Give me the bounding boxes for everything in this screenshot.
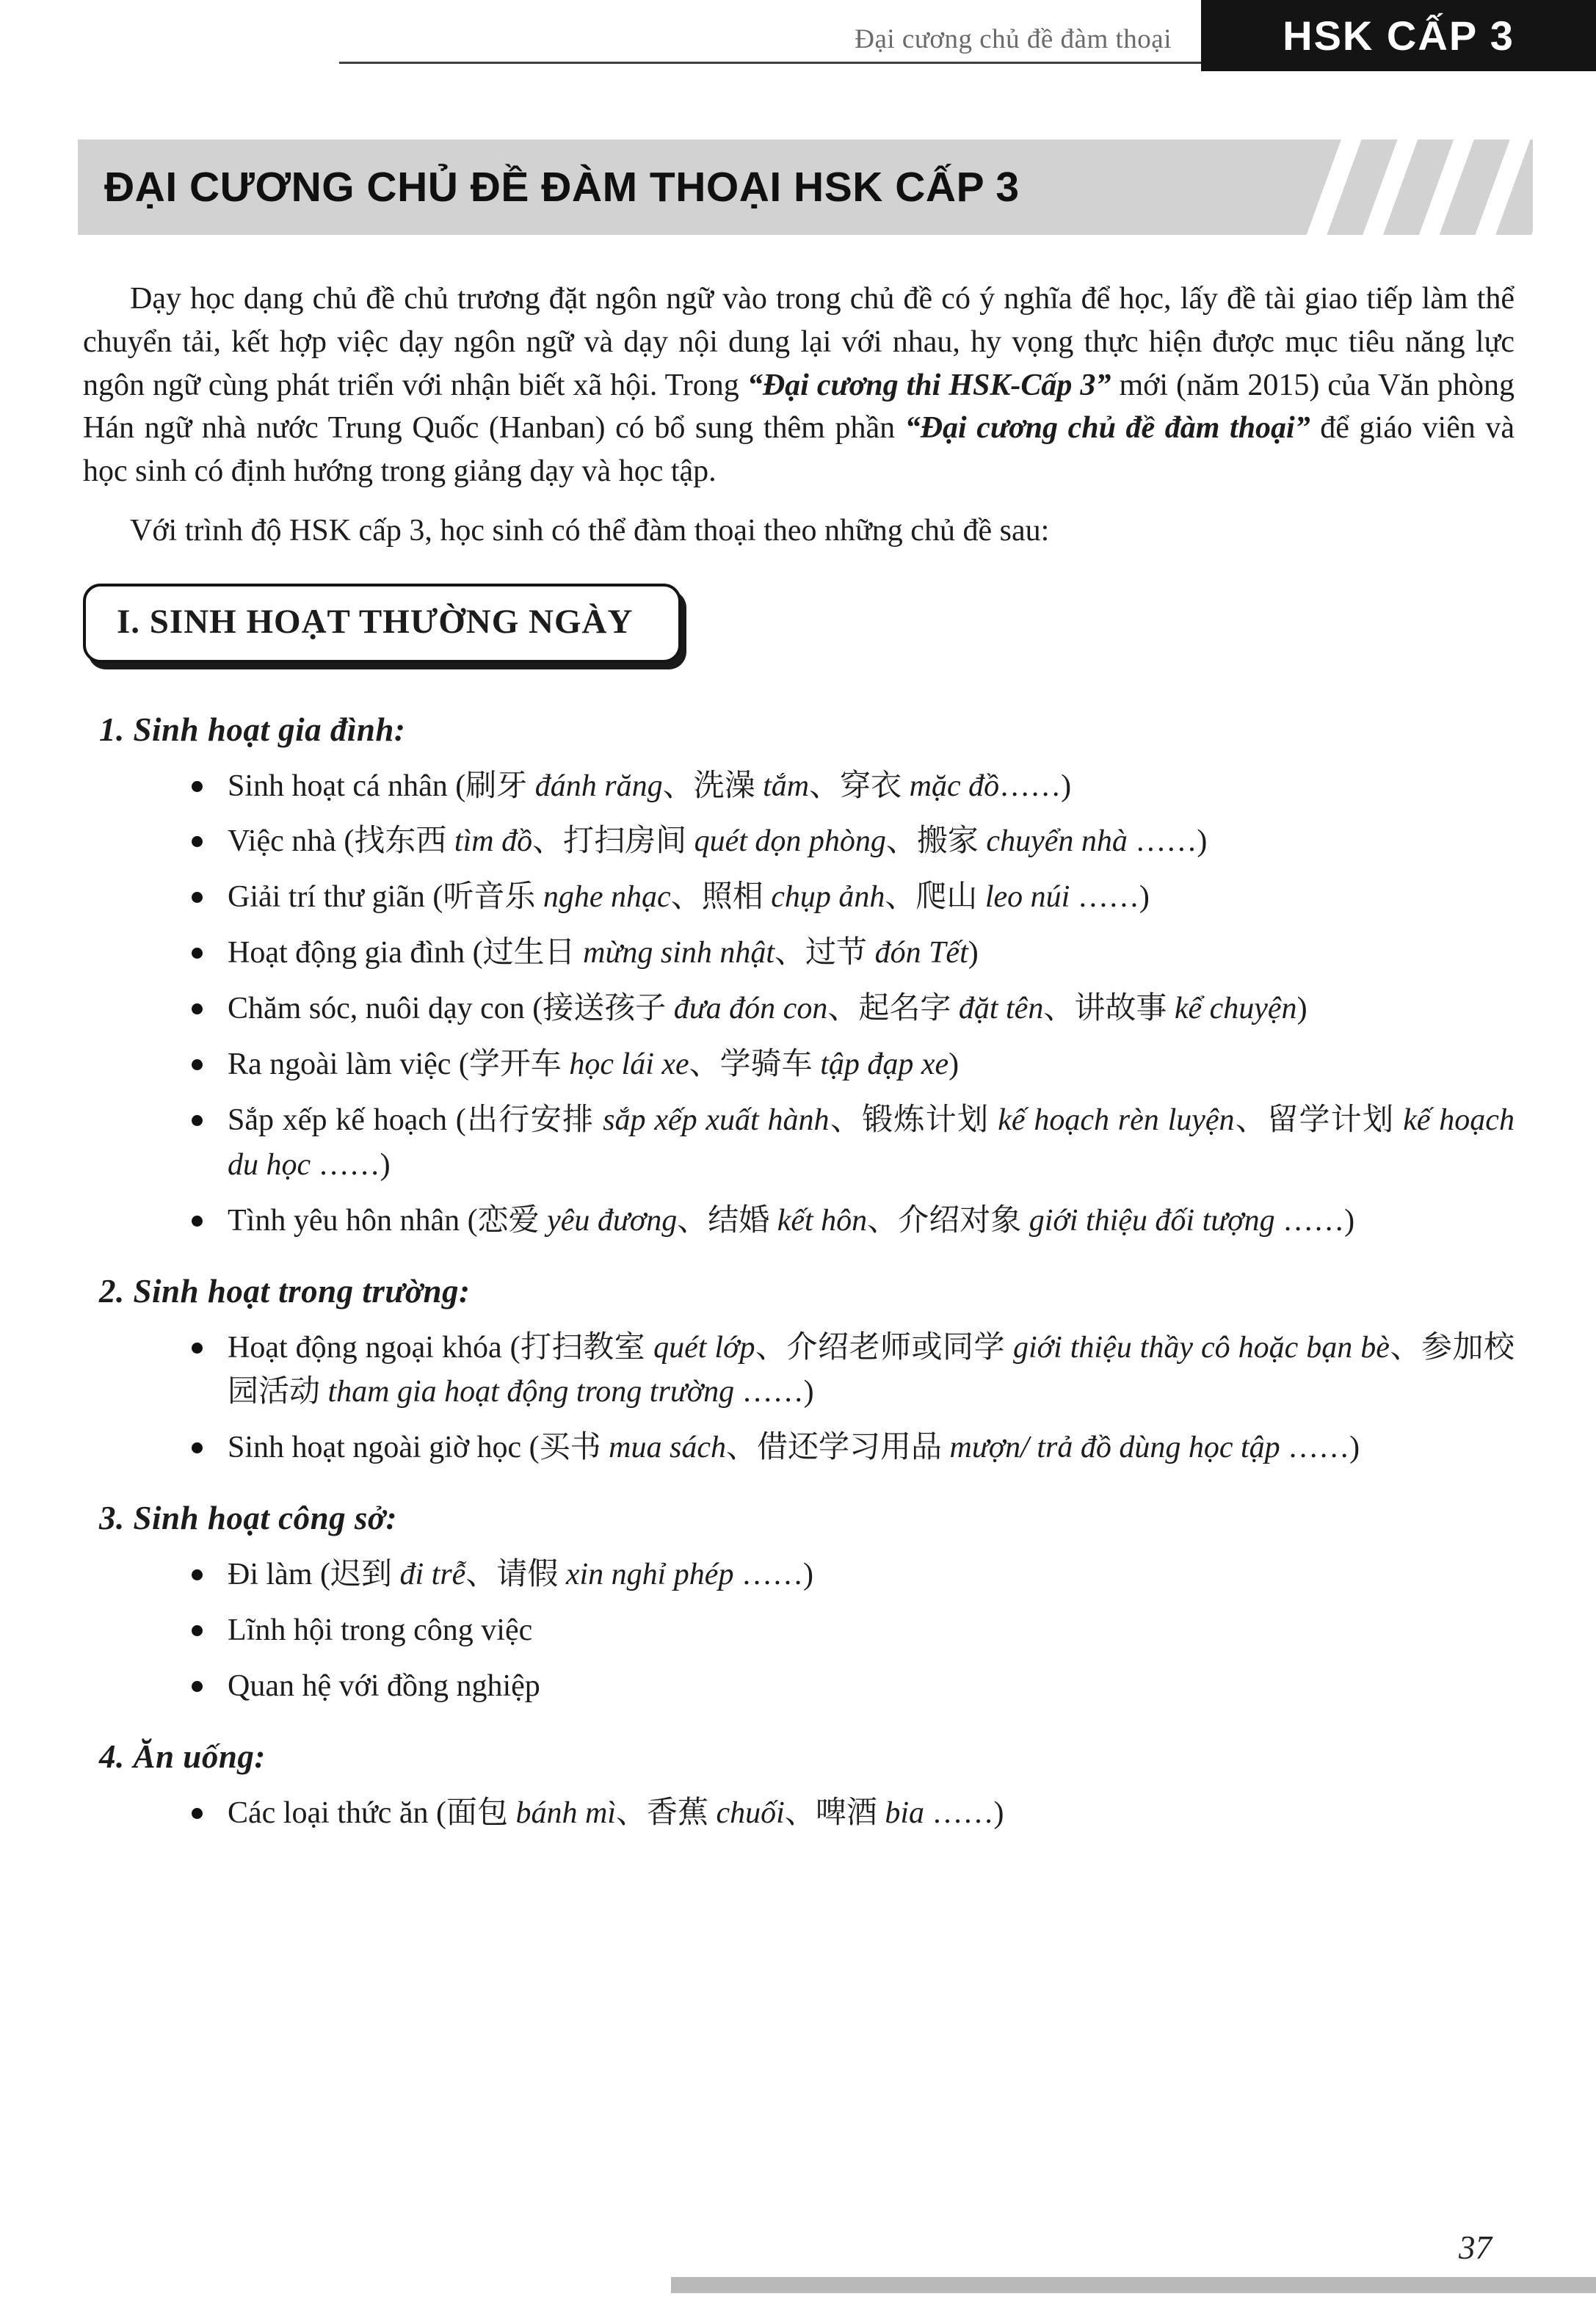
- list-item-text: Quan hệ với đồng nghiệp: [228, 1669, 540, 1704]
- bullet-icon: [192, 1003, 203, 1014]
- list-item: [83, 819, 1515, 864]
- list-item: [83, 1199, 1515, 1243]
- bullet-icon: [192, 1115, 203, 1126]
- list-item-text: Tình yêu hôn nhân (恋爱 yêu đương、结婚 kết hôn、介绍对象 giới thiệu đối tượng ……): [228, 1203, 1355, 1238]
- list-item: [83, 875, 1515, 920]
- list-item-text: Chăm sóc, nuôi dạy con (接送孩子 đưa đón con、起名字 đặt tên、讲故事 kể chuyện): [228, 992, 1307, 1026]
- bullet-list: [83, 764, 1515, 1243]
- intro-paragraph-2: Với trình độ HSK cấp 3, học sinh có thể đàm thoại theo những chủ đề sau:: [130, 513, 1050, 548]
- subsection-title: 3. Sinh hoạt công sở:: [99, 1500, 398, 1537]
- section-heading-box: [83, 584, 681, 663]
- intro-paragraph-1: Dạy học dạng chủ đề chủ trương đặt ngôn ngữ vào trong chủ đề có ý nghĩa để học, lấy đề tài giao tiếp làm thể chuyển tải, kết hợp việc dạy ngôn ngữ và dạy nội dung lại với nhau, hy vọng thực hiện được mục tiêu năng lực ngôn ngữ cùng phát triển với nhận biết xã hội. Trong “Đại cương thi HSK-Cấp 3” mới (năm 2015) của Văn phòng Hán ngữ nhà nước Trung Quốc (Hanban) có bổ sung thêm phần “Đại cương chủ đề đàm thoại” để giáo viên và học sinh có định hướng trong giảng dạy và học tập.: [83, 282, 1515, 489]
- footer-bar: [671, 2277, 1596, 2293]
- list-item: [83, 1608, 1515, 1653]
- list-item: [83, 1553, 1515, 1597]
- page-number: 37: [1459, 2229, 1492, 2266]
- bullet-icon: [192, 1625, 203, 1636]
- chapter-title: ĐẠI CƯƠNG CHỦ ĐỀ ĐÀM THOẠI HSK CẤP 3: [104, 164, 1020, 211]
- list-item-text: Sắp xếp kế hoạch (出行安排 sắp xếp xuất hành、锻炼计划 kế hoạch rèn luyện、留学计划 kế hoạch du học ……): [228, 1103, 1515, 1182]
- list-item-text: Sinh hoạt ngoài giờ học (买书 mua sách、借还学习用品 mượn/ trả đồ dùng học tập ……): [228, 1431, 1360, 1465]
- page-content: [83, 277, 1515, 1847]
- bullet-icon: [192, 1216, 203, 1227]
- bullet-list: [83, 1553, 1515, 1709]
- bullet-icon: [192, 1442, 203, 1453]
- list-item-text: Sinh hoạt cá nhân (刷牙 đánh răng、洗澡 tắm、穿衣 mặc đồ……): [228, 769, 1072, 803]
- chapter-title-bar: [78, 139, 1533, 235]
- bullet-icon: [192, 1681, 203, 1692]
- subsections: [83, 707, 1515, 1836]
- subsection: [83, 1495, 1515, 1709]
- list-item: [83, 1326, 1515, 1415]
- running-header-title: Đại cương chủ đề đàm thoại: [855, 24, 1172, 54]
- section-heading: I. SINH HOẠT THƯỜNG NGÀY: [117, 602, 634, 641]
- bullet-icon: [192, 836, 203, 847]
- hsk-level-badge: HSK CẤP 3: [1201, 0, 1596, 71]
- diagonal-stripes-decoration: [1305, 139, 1533, 235]
- list-item-text: Việc nhà (找东西 tìm đồ、打扫房间 quét dọn phòng、搬家 chuyển nhà ……): [228, 824, 1208, 859]
- subsection-title: 2. Sinh hoạt trong trường:: [99, 1272, 471, 1310]
- bullet-icon: [192, 1569, 203, 1580]
- bullet-icon: [192, 892, 203, 903]
- list-item-text: Đi làm (迟到 đi trễ、请假 xin nghỉ phép ……): [228, 1558, 813, 1592]
- list-item-text: Hoạt động ngoại khóa (打扫教室 quét lớp、介绍老师或同学 giới thiệu thầy cô hoặc bạn bè、参加校园活动 tham gia hoạt động trong trường ……): [228, 1330, 1515, 1409]
- list-item-text: Hoạt động gia đình (过生日 mừng sinh nhật、过节 đón Tết): [228, 936, 979, 970]
- list-item-text: Ra ngoài làm việc (学开车 học lái xe、学骑车 tập đạp xe): [228, 1047, 960, 1082]
- list-item-text: Các loại thức ăn (面包 bánh mì、香蕉 chuối、啤酒 bia ……): [228, 1795, 1004, 1830]
- bullet-icon: [192, 1808, 203, 1819]
- bullet-icon: [192, 1343, 203, 1354]
- list-item-text: Lĩnh hội trong công việc: [228, 1613, 533, 1648]
- subsection: [83, 1734, 1515, 1836]
- subsection: [83, 707, 1515, 1243]
- bullet-icon: [192, 1059, 203, 1070]
- list-item: [83, 764, 1515, 809]
- bullet-list: [83, 1326, 1515, 1471]
- bullet-list: [83, 1791, 1515, 1836]
- list-item: [83, 1098, 1515, 1188]
- list-item: [83, 1426, 1515, 1470]
- subsection-title: 1. Sinh hoạt gia đình:: [99, 711, 406, 748]
- bullet-icon: [192, 948, 203, 959]
- list-item: [83, 1042, 1515, 1087]
- list-item: [83, 931, 1515, 976]
- subsection: [83, 1268, 1515, 1471]
- subsection-title: 4. Ăn uống:: [99, 1737, 266, 1775]
- list-item-text: Giải trí thư giãn (听音乐 nghe nhạc、照相 chụp ảnh、爬山 leo núi ……): [228, 880, 1150, 915]
- list-item: [83, 987, 1515, 1031]
- header-rule: [339, 62, 1201, 64]
- list-item: [83, 1791, 1515, 1836]
- bullet-icon: [192, 781, 203, 792]
- list-item: [83, 1664, 1515, 1709]
